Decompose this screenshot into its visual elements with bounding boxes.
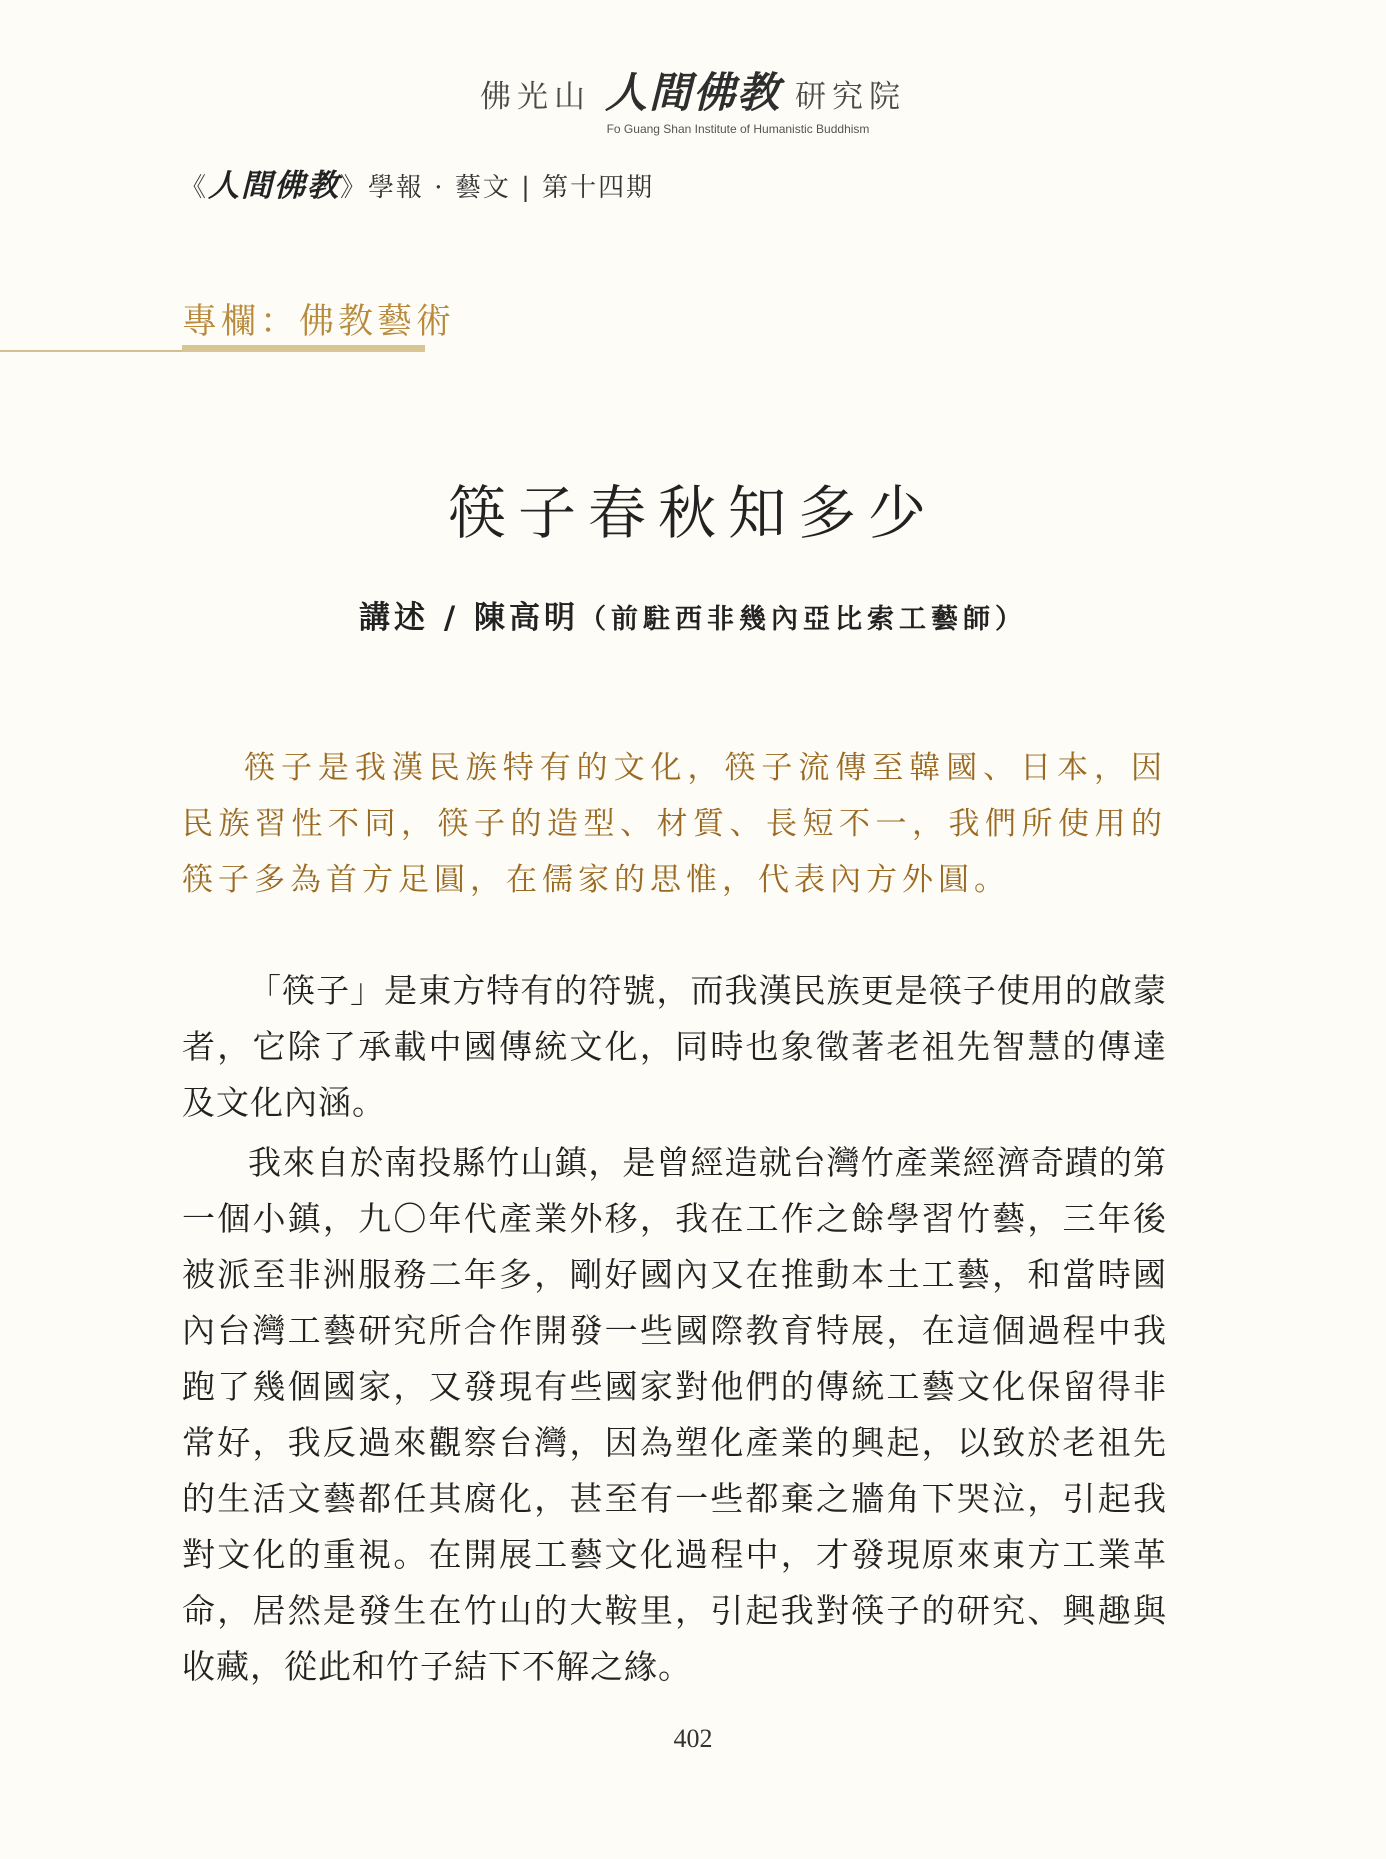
abstract bbox=[182, 740, 1167, 908]
byline-affiliation: （前駐西非幾內亞比索工藝師） bbox=[578, 604, 1027, 635]
article-title: 筷子春秋知多少 bbox=[447, 479, 938, 547]
masthead-org: 佛光山 bbox=[479, 79, 591, 115]
masthead-institute: 研究院 bbox=[795, 79, 906, 115]
journal-open-bracket: 《 bbox=[180, 173, 209, 203]
column-heading: 專欄：佛教藝術 bbox=[182, 302, 456, 342]
masthead-logo bbox=[480, 60, 906, 120]
body-paragraph: 「筷子」是東方特有的符號，而我漢民族更是筷子使用的啟蒙者，它除了承載中國傳統文化，同時也象徵著老祖先智慧的傳達及文化內涵。 bbox=[182, 971, 1167, 1122]
article-body bbox=[182, 963, 1167, 1695]
byline bbox=[0, 592, 1386, 637]
journal-issue: 學報 · 藝文 | 第十四期 bbox=[368, 173, 655, 203]
journal-brand: 人間佛教 bbox=[208, 168, 341, 204]
masthead-brand: 人間佛教 bbox=[604, 68, 781, 117]
byline-author: 講述 / 陳高明 bbox=[359, 600, 579, 636]
body-paragraph: 我來自於南投縣竹山鎮，是曾經造就台灣竹產業經濟奇蹟的第一個小鎮，九〇年代產業外移，我在工作之餘學習竹藝，三年後被派至非洲服務二年多，剛好國內又在推動本土工藝，和當時國內台灣工藝研究所合作開發一些國際教育特展，在這個過程中我跑了幾個國家，又發現有些國家對他們的傳統工藝文化保留得非常好，我反過來觀察台灣，因為塑化產業的興起，以致於老祖先的生活文藝都任其腐化，甚至有一些都棄之牆角下哭泣，引起我對文化的重視。在開展工藝文化過程中，才發現原來東方工業革命，居然是發生在竹山的大鞍里，引起我對筷子的研究、興趣與收藏，從此和竹子結下不解之緣。 bbox=[182, 1143, 1167, 1686]
column-rule-accent bbox=[182, 345, 425, 352]
journal-issue-line bbox=[180, 160, 654, 205]
abstract-paragraph: 筷子是我漢民族特有的文化，筷子流傳至韓國、日本，因民族習性不同，筷子的造型、材質、長短不一，我們所使用的筷子多為首方足圓，在儒家的思惟，代表內方外圓。 bbox=[182, 750, 1167, 898]
masthead-english: Fo Guang Shan Institute of Humanistic Buddhism bbox=[606, 122, 870, 136]
masthead bbox=[0, 60, 1386, 136]
page-number: 402 bbox=[673, 1724, 713, 1753]
journal-close-bracket: 》 bbox=[340, 173, 369, 203]
